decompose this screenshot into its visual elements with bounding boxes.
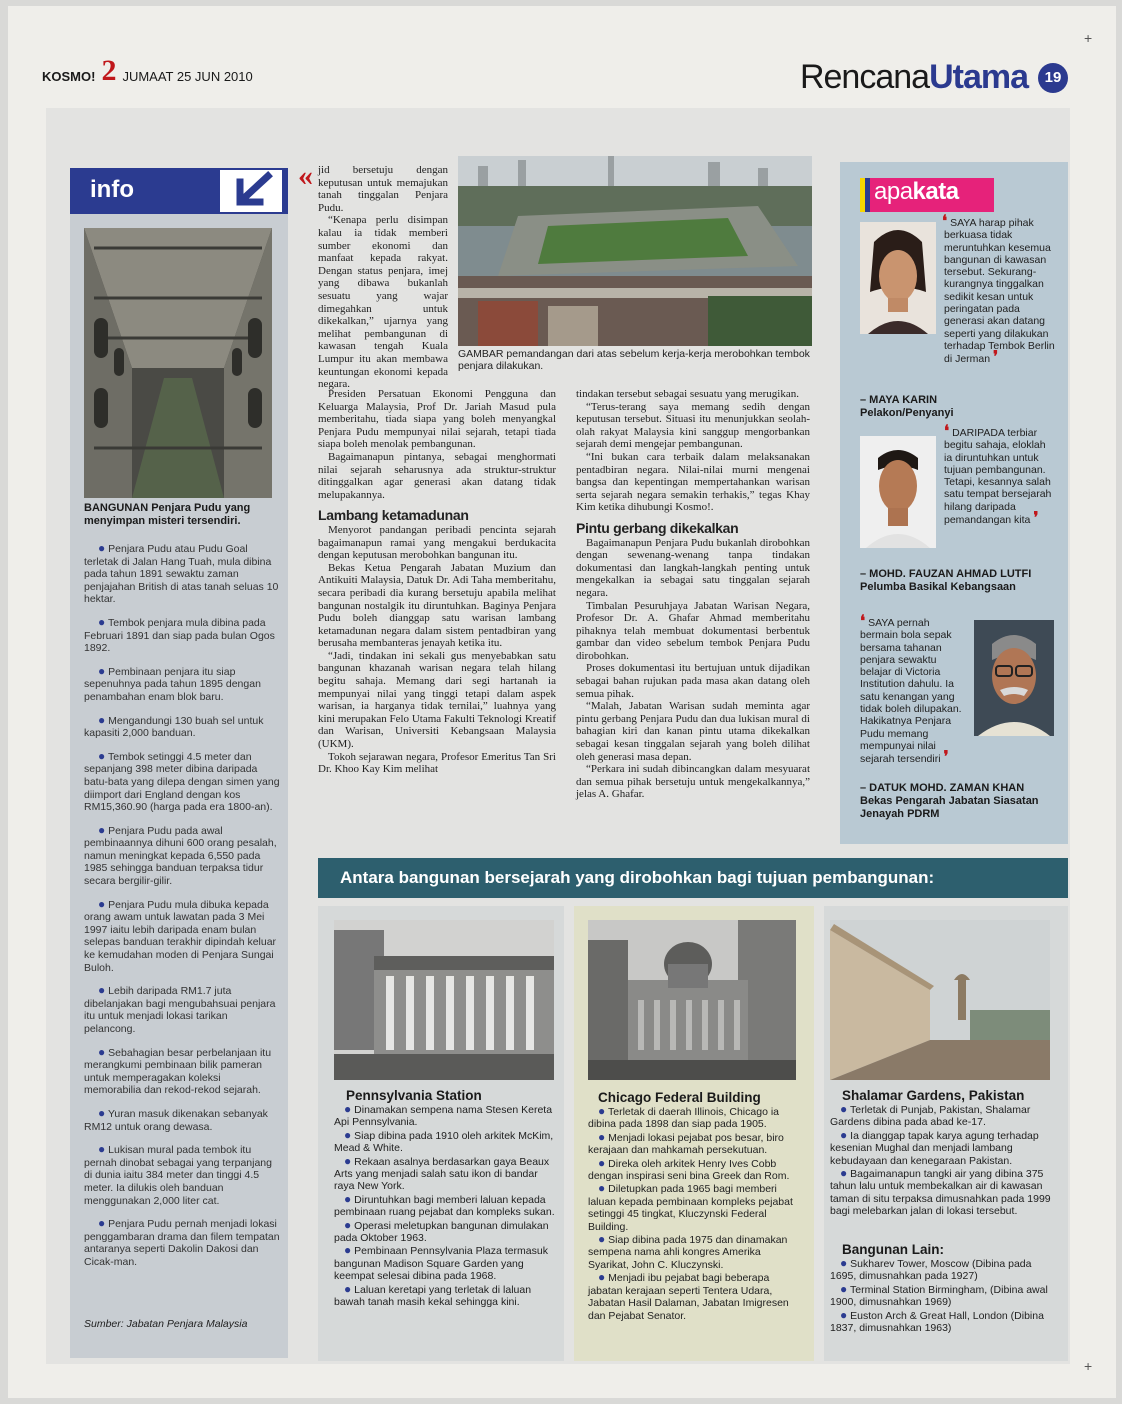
- issue-date: JUMAAT 25 JUN 2010: [122, 69, 253, 84]
- article-column-1-bottom: [318, 388, 556, 776]
- article-paragraph: Presiden Persatuan Ekonomi Pengguna dan Keluarga Malaysia, Prof Dr. Jariah Masud pula memberitahu, tiada siapa yang boleh menyangkal Penjara Pudu mempunyai nilai sejarah, tetapi tiada siapa boleh menolak pembangunan.: [318, 388, 556, 451]
- section-title-light: Rencana: [799, 58, 930, 96]
- list-item: ● Siap dibina pada 1910 oleh arkitek McKim, Mead & White.: [334, 1127, 554, 1155]
- list-item: ● Ia dianggap tapak karya agung terhadap kesenian Mughal dan menjadi lambang kebudayaan dan kenegaraan Pakistan.: [830, 1127, 1039, 1167]
- list-item: ● Tembok penjara mula dibina pada Februari 1891 dan siap pada bulan Ogos 1892.: [84, 614, 275, 655]
- article-paragraph: Proses dokumentasi itu bertujuan untuk dijadikan sebagai bahan rujukan pada masa akan datang oleh semua pihak.: [576, 662, 810, 700]
- aerial-photo-caption: GAMBAR pemandangan dari atas sebelum kerja-kerja merobohkan tembok penjara dilakukan.: [458, 348, 810, 372]
- list-item: ● Terletak di Punjab, Pakistan, Shalamar Gardens dibina pada abad ke-17.: [830, 1102, 1031, 1129]
- chicago-federal-building-photo: [588, 920, 796, 1080]
- apakata-logo-text: apakata: [874, 178, 959, 205]
- list-item: ● Penjara Pudu pernah menjadi lokasi penggambaran drama dan filem tempatan antaranya seperti Dakolin Dakosi dan Cicak-man.: [84, 1216, 280, 1268]
- list-item: ● Pembinaan penjara itu siap sepenuhnya pada tahun 1895 dengan penambahan enam blok baru.: [84, 663, 261, 703]
- pennsylvania-station-photo: [334, 920, 554, 1080]
- article-column-1-top: [318, 164, 448, 391]
- list-item: ● Direka oleh arkitek Henry Ives Cobb dengan inspirasi seni bina Greek dan Rom.: [588, 1155, 790, 1183]
- article-paragraph: “Kenapa perlu disimpan kalau ia tidak memberi sumber ekonomi dan manfaat kepada rakyat. Dengan status penjara, imej yang dibawa bukanlah sesuatu yang wajar dimegahkan untuk dikekalkan,” ujarnya yang melihat pembangunan di kawasan tengah Kuala Lumpur itu akan membawa keuntungan ekonomi kepada negara.: [318, 214, 448, 391]
- quote-fauzan-lutfi: ❛ DARIPADA terbiar begitu sahaja, eloklah ia diruntuhkan untuk tujuan pembangunan. Tetapi, kesannya salah satu tempat bersejarah hilang daripada pemandangan kita ❜: [944, 423, 1052, 528]
- article-paragraph: Tokoh sejarawan negara, Profesor Emeritus Tan Sri Dr. Khoo Kay Kim melihat: [318, 750, 556, 776]
- subheading: Pintu gerbang dikekalkan: [576, 519, 739, 536]
- newspaper-page: [8, 6, 1116, 1398]
- list-item: ● Tembok setinggi 4.5 meter dan sepanjang 398 meter dibina daripada batu-bata yang dilepa dengan simen yang diimport dari England dengan kos RM15,360.90 (harga pada era 1800-an).: [84, 748, 280, 814]
- aerial-prison-photo: [458, 156, 812, 346]
- right-page-number: 19: [1038, 63, 1068, 93]
- building-title: Shalamar Gardens, Pakistan: [842, 1088, 1025, 1103]
- page-header-left: [42, 54, 253, 87]
- article-paragraph: “Perkara ini sudah dibincangkan dalam mesyuarat dan semua pihak bersetuju untuk mengekalkannya,” jelas A. Ghafar.: [576, 763, 810, 801]
- list-item: ● Diletupkan pada 1965 bagi memberi laluan kepada pembinaan kompleks pejabat setinggi 45 tingkat, Kluczynski Federal Building.: [588, 1181, 793, 1233]
- article-paragraph: Bekas Ketua Pengarah Jabatan Muzium dan Antikuiti Malaysia, Datuk Dr. Adi Taha memberitahu, secara peribadi dia kurang bersetuju apabila melihat bangunan nostalgik itu diruntuhkan. Baginya Penjara Pudu boleh dianggap satu warisan lambang ketamadunan negara dalam sistem pentadbiran yang berusaha membanteras jenayah ketika itu.: [318, 561, 556, 650]
- article-column-2: [576, 388, 810, 801]
- list-item: ● Pembinaan Pennsylvania Plaza termasuk bangunan Madison Square Garden yang keempat selesai dibina pada 1968.: [334, 1243, 548, 1283]
- list-item: ● Terletak di daerah Illinois, Chicago ia dibina pada 1898 dan siap pada 1905.: [588, 1104, 779, 1131]
- list-item: ● Bagaimanapun tangki air yang dibina 375 tahun lalu untuk membekalkan air di kawasan taman di situ terpaksa dimusnahkan pada 1999 bagi melebarkan jalan di lokasi tersebut.: [830, 1166, 1051, 1218]
- article-paragraph: jid bersetuju dengan keputusan untuk memajukan tanah tinggalan Penjara Pudu.: [318, 164, 448, 214]
- list-item: ● Operasi meletupkan bangunan dimulakan pada Oktober 1963.: [334, 1217, 549, 1245]
- crop-mark: +: [1084, 30, 1093, 46]
- article-paragraph: Timbalan Pesuruhjaya Jabatan Warisan Negara, Profesor Dr. A. Ghafar Ahmad memberitahu pihaknya telah membuat dokumentasi berbentuk gambar dan video sebelum tembok Penjara Pudu dirobohkan.: [576, 599, 810, 662]
- section-title-bold: Utama: [929, 58, 1028, 96]
- article-paragraph: Bagaimanapun pintanya, sebagai menghormati nilai sejarah seharusnya ada struktur-struktur ditinggalkan agar generasi akan datang tidak melupakannya.: [318, 450, 556, 501]
- list-item: ● Diruntuhkan bagi memberi laluan kepada pembinaan ruang pejabat dan kompleks sukan.: [334, 1191, 555, 1219]
- list-item: ● Penjara Pudu mula dibuka kepada orang awam untuk lawatan pada 3 Mei 1997 iaitu lebih daripada enam bulan selepas banduan terakhir dipindah keluar ke kemudahan moden di Penjara Sungai Buloh.: [84, 896, 277, 974]
- prison-corridor-photo: [84, 228, 272, 498]
- list-item: ● Sebahagian besar perbelanjaan itu merangkumi pembinaan bilik pameran untuk memperagakan koleksi memorabilia dan rekod-rekod sejarah.: [84, 1044, 272, 1097]
- list-item: ● Terminal Station Birmingham, (Dibina awal 1900, dimusnahkan 1969): [830, 1281, 1048, 1309]
- section-header: [800, 58, 1068, 97]
- list-item: ● Laluan keretapi yang terletak di laluan bawah tanah masih kekal sehingga kini.: [334, 1281, 532, 1309]
- building-title: Chicago Federal Building: [598, 1090, 761, 1105]
- quote-zaman-khan: ❛ SAYA pernah bermain bola sepak bersama tahanan penjara sewaktu belajar di Victoria Institution dahulu. Ia satu kenangan yang tidak boleh dilupakan. Hakikatnya Penjara Pudu memang mempunyai nilai sejarah tersendiri ❜: [860, 613, 962, 767]
- building-title: Pennsylvania Station: [346, 1088, 482, 1103]
- article-paragraph: Menyorot pandangan peribadi pencinta sejarah bagaimanapun ramai yang mengakui berdukacita dengan keputusan merobohkan bangunan itu.: [318, 523, 556, 562]
- open-quote-icon: «: [298, 159, 313, 192]
- arrow-down-left-icon: [220, 170, 282, 212]
- subheading: Lambang ketamadunan: [318, 507, 469, 524]
- info-title: info: [90, 176, 134, 203]
- other-buildings-title: Bangunan Lain:: [842, 1242, 944, 1257]
- publication-name: KOSMO!: [42, 69, 96, 84]
- article-paragraph: Bagaimanapun Penjara Pudu bukanlah dirobohkan dengan sewenang-wenang tanpa tindakan dokumentasi dan langkah-langkah penting untuk mengekalkan ia sebagai satu tinggalan sejarah negara.: [576, 536, 810, 599]
- building-facts: [588, 1105, 802, 1322]
- building-facts: [830, 1103, 1056, 1218]
- crop-mark: +: [1084, 1358, 1093, 1374]
- info-fact-list: [84, 542, 280, 1279]
- demolished-buildings-title: Antara bangunan bersejarah yang dirobohkan bagi tujuan pembangunan:: [340, 868, 935, 887]
- info-photo-caption: BANGUNAN Penjara Pudu yang menyimpan misteri tersendiri.: [84, 502, 251, 527]
- article-paragraph: “Ini bukan cara terbaik dalam melaksanakan pentadbiran negara. Nilai-nilai murni mengenai bangsa dan kepentingan mempertahankan warisan serta sejarah negara semakin terhakis,” tegas Khay Kim ketika dihubungi Kosmo!.: [576, 450, 810, 514]
- list-item: ● Menjadi ibu pejabat bagi beberapa jabatan kerajaan seperti Tentera Udara, Jabatan Hasil Dalaman, Jabatan Imigresen dan Pejabat Senator.: [588, 1270, 789, 1322]
- list-item: ● Sukharev Tower, Moscow (Dibina pada 1695, dimusnahkan pada 1927): [830, 1256, 1032, 1283]
- quote-author: – MAYA KARIN Pelakon/Penyanyi: [860, 394, 954, 419]
- list-item: ● Penjara Pudu atau Pudu Goal terletak di Jalan Hang Tuah, mula dibina pada tahun 1891 sewaktu zaman penjajahan British di atas tanah seluas 10 hektar.: [84, 541, 279, 606]
- other-buildings-list: [830, 1257, 1056, 1334]
- building-facts: [334, 1103, 556, 1309]
- list-item: ● Euston Arch & Great Hall, London (Dibina 1837, dimusnahkan 1963): [830, 1307, 1044, 1335]
- quote-author: – DATUK MOHD. ZAMAN KHAN Bekas Pengarah Jabatan Siasatan Jenayah PDRM: [860, 782, 1039, 820]
- left-page-number: 2: [101, 54, 117, 87]
- list-item: ● Lebih daripada RM1.7 juta dibelanjakan bagi mengubahsuai penjara itu untuk menjadi lokasi tarikan pelancong.: [84, 983, 276, 1035]
- shalamar-gardens-photo: [830, 920, 1050, 1080]
- list-item: ● Rekaan asalnya berdasarkan gaya Beaux Arts yang menjadi salah satu ikon di bandar raya New York.: [334, 1153, 550, 1193]
- info-source: Sumber: Jabatan Penjara Malaysia: [84, 1318, 248, 1330]
- list-item: ● Dinamakan sempena nama Stesen Kereta Api Pennsylvania.: [334, 1102, 553, 1129]
- list-item: ● Yuran masuk dikenakan sebanyak RM12 untuk orang dewasa.: [84, 1105, 268, 1133]
- list-item: ● Penjara Pudu pada awal pembinaannya dihuni 600 orang pesalah, namun meningkat kepada 6,550 pada 1985 sehingga banduan terpaksa tidur secara bergilir-gilir.: [84, 822, 277, 888]
- list-item: ● Siap dibina pada 1975 dan dinamakan sempena nama ahli kongres Amerika Syarikat, John C. Kluczynski.: [588, 1232, 788, 1271]
- article-paragraph: “Jadi, tindakan ini sekali gus menyebabkan satu bangunan khazanah warisan negara telah hilang begitu sahaja. Memang dari segi hartanah ia mempunyai nilai yang tinggi tetapi dalam aspek warisan, ia harganya tidak ternilai,” luahnya yang kini merupakan Felo Utama Fakulti Teknologi Kreatif dan Warisan, Universiti Kebangsaan Malaysia (UKM).: [318, 649, 556, 751]
- article-paragraph: “Terus-terang saya memang sedih dengan keputusan tersebut. Situasi itu menunjukkan seolah-olah rakyat Malaysia kini sanggup mengorbankan sejarah demi mengejar pembangunan.: [576, 400, 810, 451]
- article-paragraph: “Malah, Jabatan Warisan sudah meminta agar pintu gerbang Penjara Pudu dan dua lukisan mural di bahagian kiri dan kanan pintu utama dikekalkan sebagai kesan tinggalan sejarah yang boleh dilihat oleh generasi masa depan.: [576, 700, 810, 763]
- list-item: ● Mengandungi 130 buah sel untuk kapasiti 2,000 banduan.: [84, 712, 264, 740]
- article-paragraph: tindakan tersebut sebagai sesuatu yang merugikan.: [576, 388, 799, 400]
- list-item: ● Menjadi lokasi pejabat pos besar, biro kerajaan dan mahkamah persekutuan.: [588, 1129, 784, 1157]
- quote-author: – MOHD. FAUZAN AHMAD LUTFI Pelumba Basikal Kebangsaan: [860, 568, 1032, 593]
- apakata-logo-bars: [860, 178, 870, 212]
- list-item: ● Lukisan mural pada tembok itu pernah dinobat sebagai yang terpanjang di dunia iaitu 384 meter dan tinggi 4.5 meter. Ia dilukis oleh banduan menggunakan 2,000 liter cat.: [84, 1142, 272, 1207]
- quote-maya-karin: ❛ SAYA harap pihak berkuasa tidak meruntuhkan kesemua bangunan di kawasan tersebut. Sekurang-kurangnya tinggalkan sedikit kesan untuk peringatan pada generasi akan datang seperti yang dilakukan terhadap Tembok Berlin di Jerman ❜: [942, 213, 1055, 367]
